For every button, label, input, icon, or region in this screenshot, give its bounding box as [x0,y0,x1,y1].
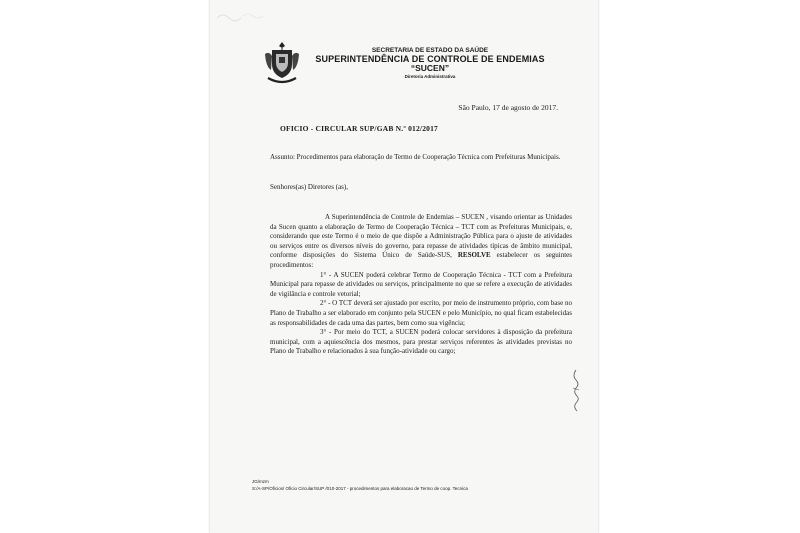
footer-file-path: S:/A-SP/Oficios/ Oficio Circular/SUP /010-2017 - procedimentos para elaboracao de Termo de coop. Tecnica [252,486,468,491]
letterhead-superintendencia: SUPERINTENDÊNCIA DE CONTROLE DE ENDEMIAS [315,53,545,64]
letter-body [270,213,572,357]
salutation: Senhores(as) Diretores (as), [270,183,348,191]
handwritten-margin-initials [570,368,582,418]
document-footer [252,478,468,492]
document-page [210,0,598,533]
letterhead-sucen: “SUCEN” [410,63,450,74]
paragraph-intro-text: A Superintendência de Controle de Endemias – SUCEN , visando orientar as Unidades da Sucen quanto a elaboração de Termo de Cooperação Técnica – TCT com as Prefeituras Municipais, e, considerando que este Termo é o meio de que dispõe a Administração Pública para o ajuste de atividades ou serviços entre os diversos níveis do governo, para repasse de atividades típicas de âmbito municipal, conforme disposições do Sistema Único de Saúde-SUS, [270,213,572,260]
letterhead-secretaria: SECRETARIA DE ESTADO DA SAÚDE [371,47,489,54]
paragraph-item-3: 3° - Por meio do TCT, a SUCEN poderá colocar servidores à disposição da prefeitura municipal, com a aquiescência dos mesmos, para prestar serviços referentes às atividades previstas no Plano de Trabalho e relacionados à sua função-atividade ou cargo; [270,328,572,356]
letterhead-diretoria: Diretoria Administrativa [404,74,456,80]
paragraph-intro-tail: estabelecer os seguintes procedimentos: [270,251,572,269]
faint-stamp-mark [215,8,275,28]
paragraph-item-1: 1° - A SUCEN poderá celebrar Termo de Cooperação Técnica - TCT com a Prefeitura Municipal para repasse de atividades ou serviços, principalmente no que se refere a execução de atividades de vigilância e controle vetorial; [270,270,572,298]
document-date: São Paulo, 17 de agosto de 2017. [458,103,558,112]
subject-line: Assunto: Procedimentos para elaboração de Termo de Cooperação Técnica com Prefeituras Municipais. [270,153,561,161]
footer-initials: JG/mzm [252,479,269,484]
coat-of-arms-icon [262,40,302,84]
letterhead [310,48,550,80]
resolve-keyword: RESOLVE [457,251,491,260]
oficio-number: OFICIO - CIRCULAR SUP/GAB N.º 012/2017 [280,124,438,133]
paragraph-intro [270,213,572,271]
paragraph-item-2: 2° - O TCT deverá ser ajustado por escrito, por meio de instrumento próprio, com base no Plano de Trabalho a ser elaborado em conjunto pela SUCEN e pelo Município, no qual ficam estabelecidas as responsabilidades de cada uma das partes, bem como sua vigência; [270,299,572,327]
